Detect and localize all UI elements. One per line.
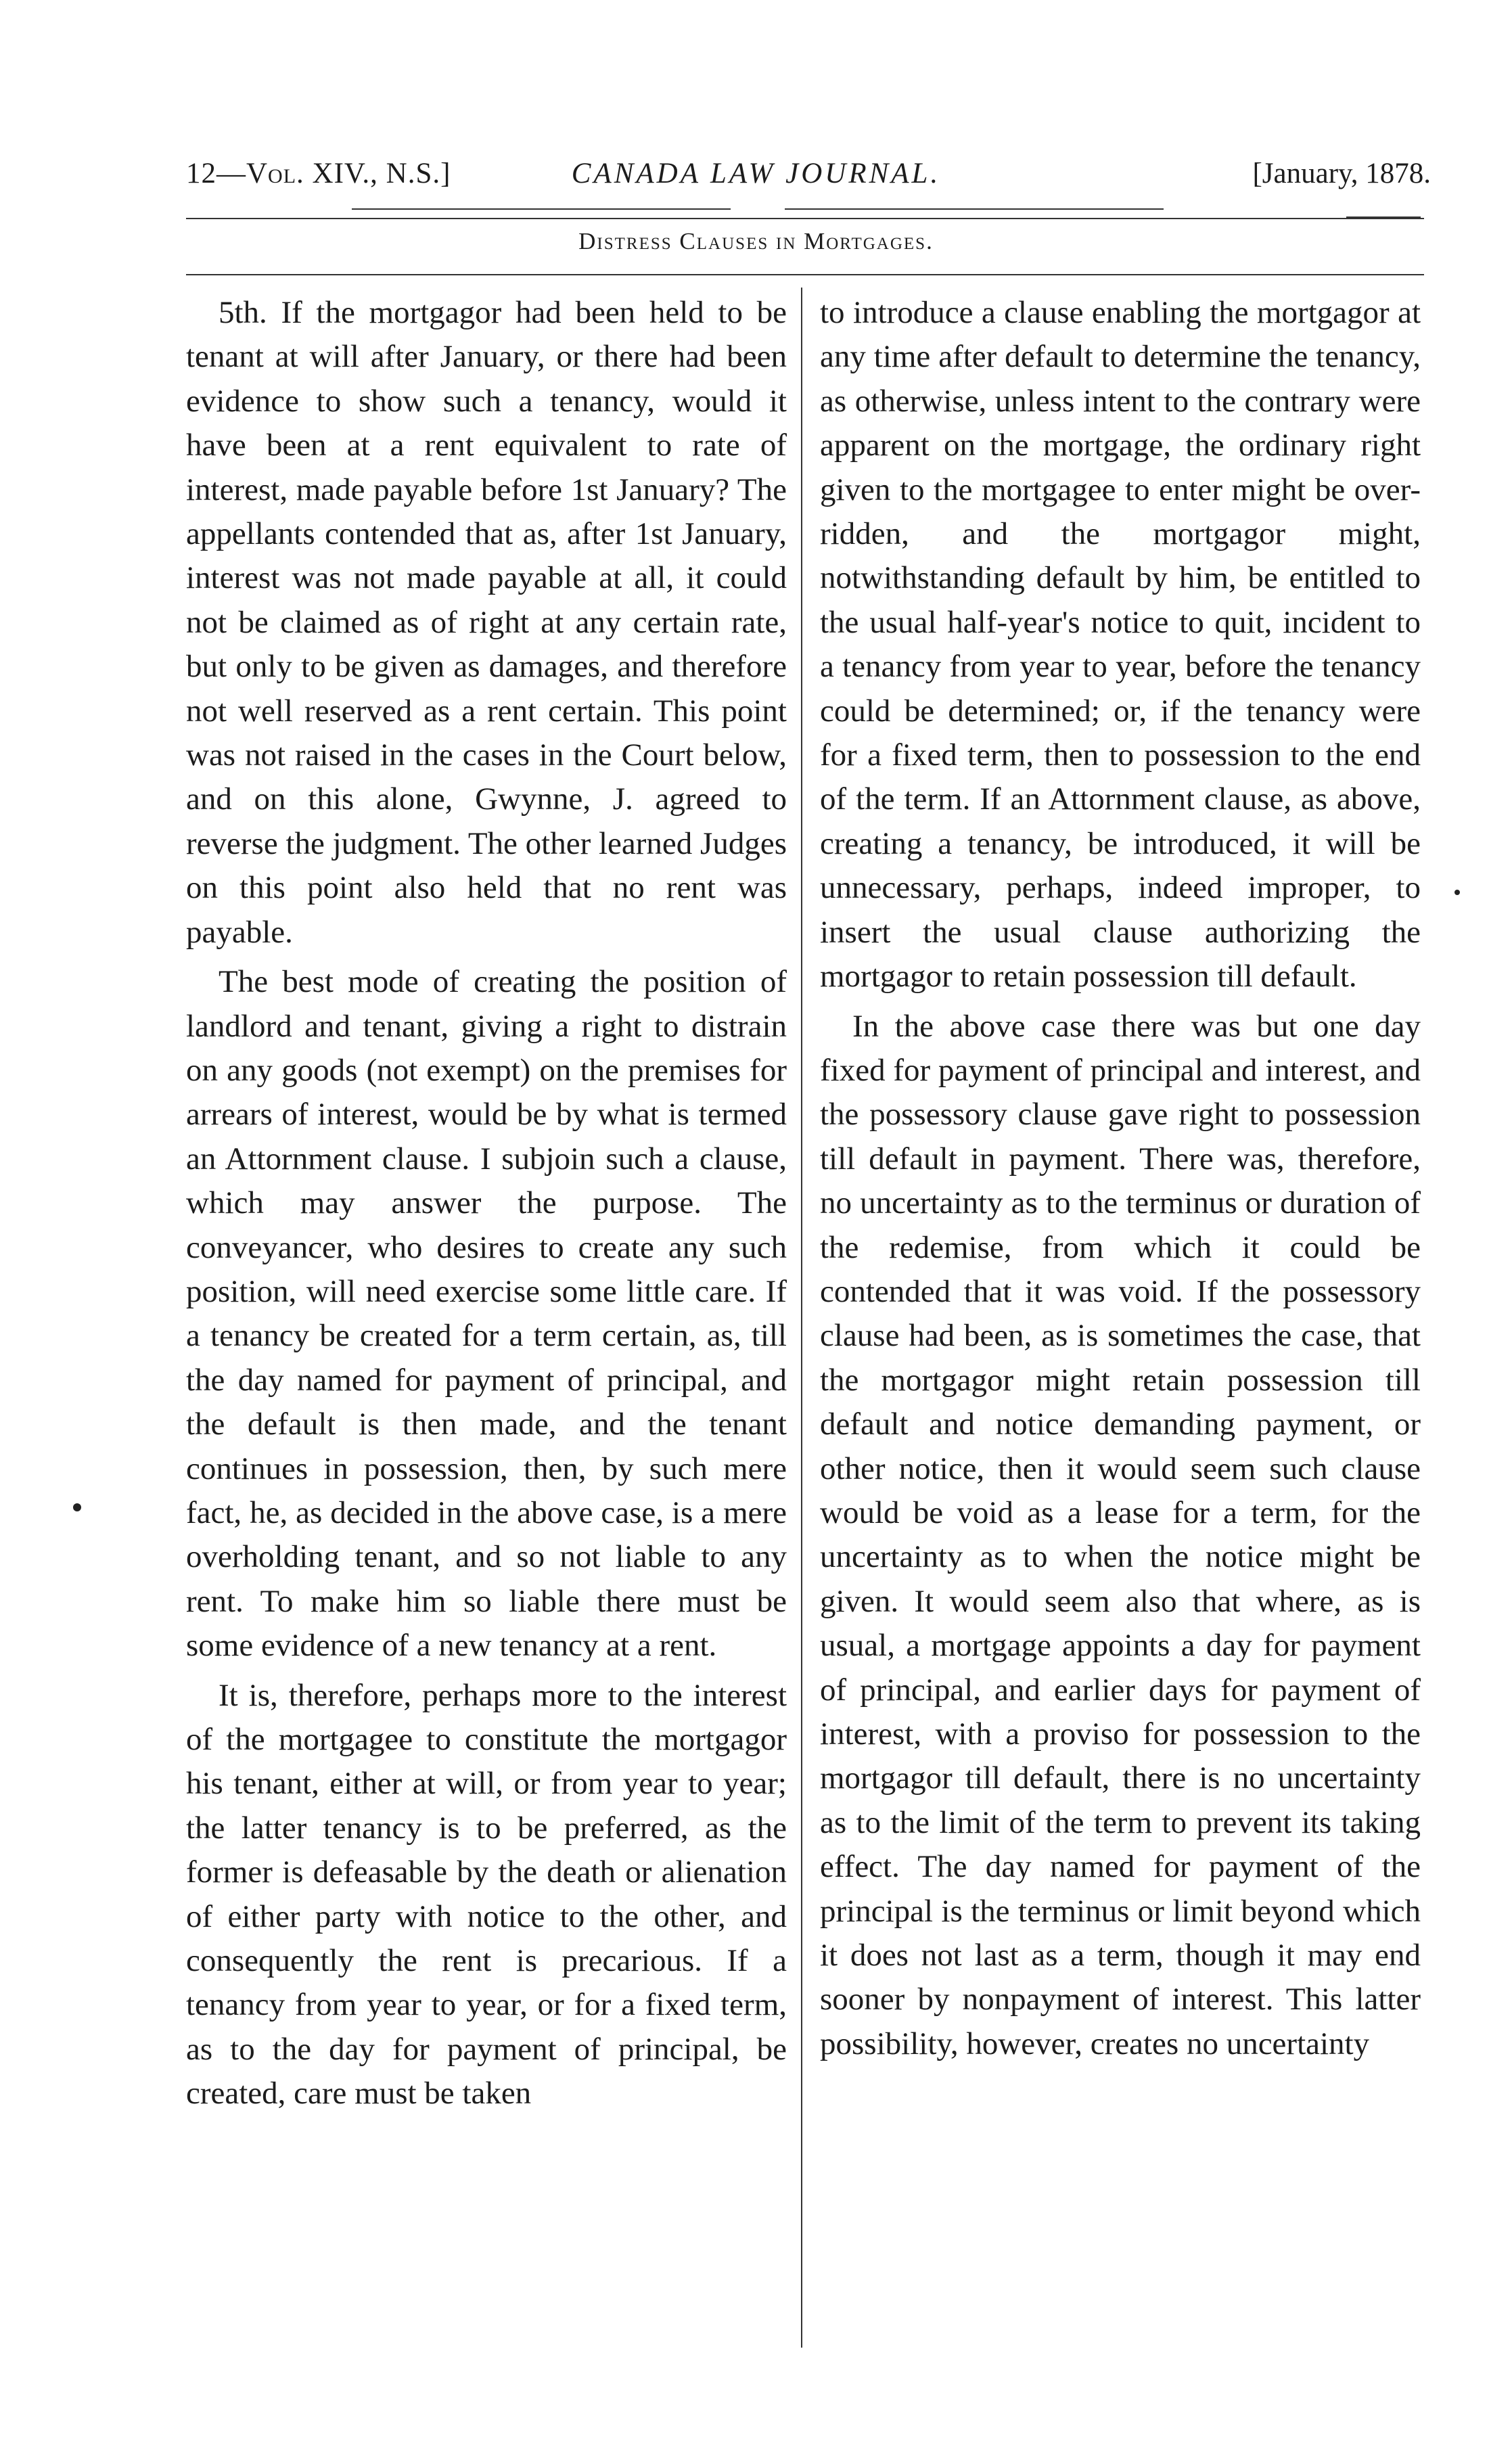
page-volume: 12—Vol. XIV., N.S.]	[186, 158, 451, 189]
margin-speck-right	[1454, 890, 1460, 895]
left-paragraph-3: It is, therefore, perhaps more to the interest of the mortgagee to constitute the mortgagor his tenant, either at will, or from year to year; the latter tenancy is to be preferred, as the former is defeasable by the death or alienation of either party with notice to the other, and consequently the rent is precarious. If a tenancy from year to year, or for a fixed term, as to the day for payment of principal, be created, care must be taken	[186, 1677, 787, 2112]
section-rule	[186, 274, 1424, 275]
header-rule-left	[352, 208, 731, 210]
journal-title: CANADA LAW JOURNAL.	[571, 158, 941, 189]
left-paragraph-1: 5th. If the mortgagor had been held to be tenant at will after January, or there had been evidence to show such a tenancy, would it have been at a rent equivalent to rate of interest, made payable before 1st January? The appellants contended that as, after 1st January, interest was not made payable at all, it could not be claimed as of right at any certain rate, but only to be given as damages, and therefore not well reserved as a rent certain. This point was not raised in the cases in the Court below, and on this alone, Gwynne, J. agreed to reverse the judgment. The other learned Judges on this point also held that no rent was payable.	[186, 295, 787, 950]
left-column	[186, 291, 787, 2354]
issue-date: [January, 1878.	[1252, 158, 1431, 189]
margin-speck-left	[73, 1503, 81, 1511]
column-divider	[801, 288, 802, 2348]
left-paragraph-2: The best mode of creating the position of landlord and tenant, giving a right to distrain on any goods (not exempt) on the premises for arrears of interest, would be by what is termed an Attornment clause. I subjoin such a clause, which may answer the purpose. The conveyancer, who desires to create any such position, will need exercise some little care. If a tenancy be created for a term certain, as, till the day named for payment of principal, and the default is then made, and the tenant continues in possession, then, by such mere fact, he, as decided in the above case, is a mere overholding tenant, and so not liable to any rent. To make him so liable there must be some evidence of a new tenancy at a rent.	[186, 964, 787, 1664]
header-rule-right	[785, 208, 1164, 210]
right-paragraph-1: to introduce a clause enabling the mortgagor at any time after default to determine the tenancy, as otherwise, unless intent to the contrary were apparent on the mortgage, the ordinary right given to the mortgagee to enter might be over-ridden, and the mortgagor might, notwithstanding default by him, be entitled to the usual half-year's notice to quit, incident to a tenancy from year to year, before the tenancy could be determined; or, if the tenancy were for a fixed term, then to possession to the end of the term. If an Attornment clause, as above, creating a tenancy, be introduced, it will be unnecessary, perhaps, indeed improper, to insert the usual clause authorizing the mortgagor to retain possession till default.	[820, 295, 1421, 995]
section-title: Distress Clauses in Mortgages.	[578, 228, 934, 254]
right-paragraph-2: In the above case there was but one day fixed for payment of principal and interest, and the possessory clause gave right to possession till default in payment. There was, therefore, no uncertainty as to the terminus or duration of the redemise, from which it could be contended that it was void. If the possessory clause had been, as is sometimes the case, that the mortgagor might retain possession till default and notice demanding payment, or other notice, then it would seem such clause would be void as a lease for a term, for the uncertainty as to when the notice might be given. It would seem also that where, as is usual, a mortgage appoints a day for payment of principal, and earlier days for payment of interest, with a proviso for possession to the mortgagor till default, there is no uncertainty as to the limit of the term to prevent its taking effect. The day named for payment of the principal is the terminus or limit beyond which it does not last as a term, though it may end sooner by nonpayment of interest. This latter possibility, however, creates no uncertainty	[820, 1008, 1421, 2061]
header-rule-main	[186, 218, 1424, 219]
right-column	[820, 291, 1421, 2354]
